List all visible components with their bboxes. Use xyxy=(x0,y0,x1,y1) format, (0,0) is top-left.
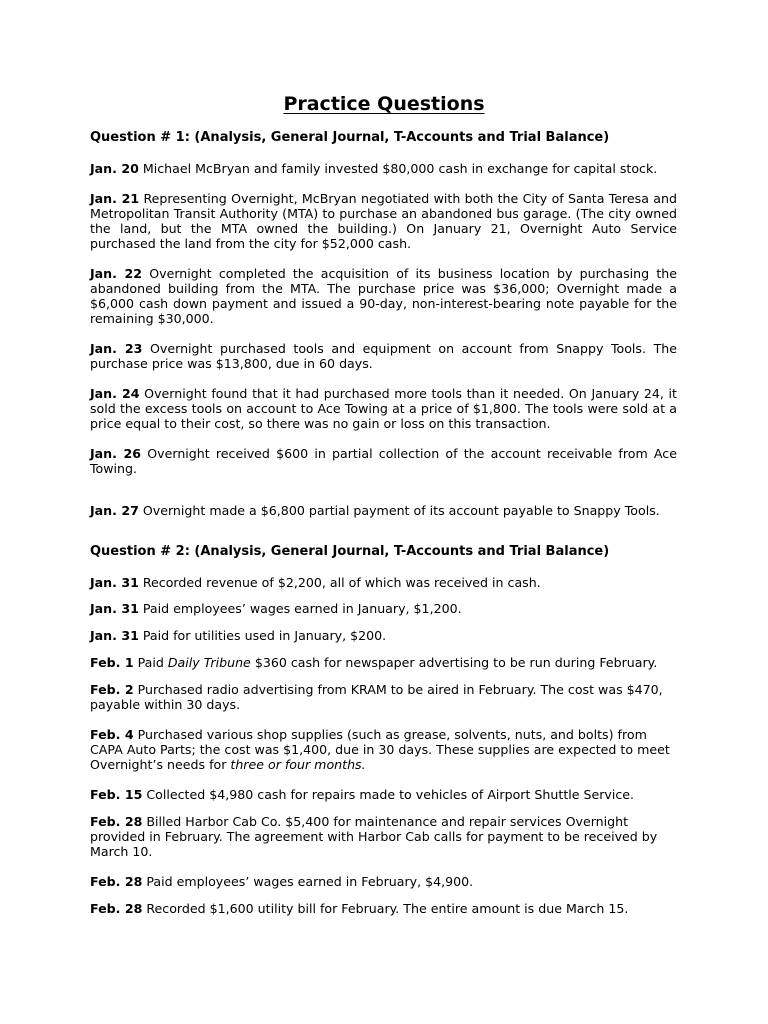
q2-entry-feb15 xyxy=(90,787,677,802)
entry-date: Jan. 31 xyxy=(90,575,139,590)
entry-date: Feb. 2 xyxy=(90,682,134,697)
entry-text: Recorded revenue of $2,200, all of which was received in cash. xyxy=(138,575,541,590)
entry-text-italic: three or four months. xyxy=(230,757,366,772)
question-2-heading: Question # 2: (Analysis, General Journal, T-Accounts and Trial Balance) xyxy=(90,544,610,559)
entry-date: Feb. 28 xyxy=(90,901,143,916)
entry-date: Jan. 21 xyxy=(90,191,140,206)
entry-date: Feb. 28 xyxy=(90,874,143,889)
entry-text: Representing Overnight, McBryan negotiated with both the City of Santa Teresa and Metropolitan Transit Authority (MTA) to purchase an abandoned bus garage. (The city owned the land, but the MTA owned the building.) On January 21, Overnight Auto Service purchased the land from the city for $52,000 cash. xyxy=(90,191,677,251)
entry-date: Feb. 1 xyxy=(90,655,134,670)
entry-text-italic: Daily Tribune xyxy=(167,655,251,670)
q2-entry-jan31-wages xyxy=(90,601,677,616)
question-1-heading: Question # 1: (Analysis, General Journal, T-Accounts and Trial Balance) xyxy=(90,130,610,145)
q2-entry-feb4 xyxy=(90,727,677,772)
q2-entry-feb2 xyxy=(90,682,677,712)
entry-text: Paid employees’ wages earned in February, $4,900. xyxy=(142,874,474,889)
q2-entry-jan31-utilities xyxy=(90,628,677,643)
entry-date: Jan. 31 xyxy=(90,601,139,616)
q1-entry-jan22 xyxy=(90,266,677,326)
entry-date: Jan. 26 xyxy=(90,446,142,461)
entry-text: Overnight completed the acquisition of its business location by purchasing the abandoned building from the MTA. The purchase price was $36,000; Overnight made a $6,000 cash down payment and issued a 90-day, non-interest-bearing note payable for the remaining $30,000. xyxy=(90,266,677,326)
entry-text-after: $360 cash for newspaper advertising to be run during February. xyxy=(250,655,658,670)
q2-entry-feb28-billed xyxy=(90,814,677,859)
page-title: Practice Questions xyxy=(283,93,485,115)
q1-entry-jan27 xyxy=(90,503,677,518)
q1-entry-jan24 xyxy=(90,386,677,431)
q1-entry-jan20 xyxy=(90,161,677,176)
entry-text: Paid for utilities used in January, $200. xyxy=(138,628,387,643)
entry-date: Feb. 15 xyxy=(90,787,143,802)
entry-date: Jan. 27 xyxy=(90,503,139,518)
q2-entry-feb28-wages xyxy=(90,874,677,889)
entry-text: Paid employees’ wages earned in January, $1,200. xyxy=(138,601,462,616)
entry-text: Overnight purchased tools and equipment on account from Snappy Tools. The purchase price was $13,800, due in 60 days. xyxy=(90,341,677,371)
entry-date: Feb. 28 xyxy=(90,814,143,829)
entry-text-before: Purchased various shop supplies (such as grease, solvents, nuts, and bolts) from CAPA Auto Parts; the cost was $1,400, due in 30 days. These supplies are expected to meet Overnight’s needs for xyxy=(90,727,670,772)
entry-text: Michael McBryan and family invested $80,000 cash in exchange for capital stock. xyxy=(138,161,658,176)
q2-entry-feb28-utility xyxy=(90,901,677,916)
entry-text-before: Paid xyxy=(133,655,168,670)
entry-text: Collected $4,980 cash for repairs made to vehicles of Airport Shuttle Service. xyxy=(142,787,635,802)
entry-date: Jan. 23 xyxy=(90,341,143,356)
entry-text: Billed Harbor Cab Co. $5,400 for maintenance and repair services Overnight provided in February. The agreement with Harbor Cab calls for payment to be received by March 10. xyxy=(90,814,658,859)
q1-entry-jan26 xyxy=(90,446,677,476)
entry-date: Jan. 31 xyxy=(90,628,139,643)
entry-text: Purchased radio advertising from KRAM to be aired in February. The cost was $470, payable within 30 days. xyxy=(90,682,663,712)
q2-entry-feb1 xyxy=(90,655,677,670)
entry-date: Jan. 22 xyxy=(90,266,143,281)
entry-text: Overnight made a $6,800 partial payment of its account payable to Snappy Tools. xyxy=(138,503,660,518)
entry-text: Recorded $1,600 utility bill for February. The entire amount is due March 15. xyxy=(142,901,629,916)
entry-date: Feb. 4 xyxy=(90,727,134,742)
q1-entry-jan21 xyxy=(90,191,677,251)
entry-text: Overnight found that it had purchased more tools than it needed. On January 24, it sold the excess tools on account to Ace Towing at a price of $1,800. The tools were sold at a price equal to their cost, so there was no gain or loss on this transaction. xyxy=(90,386,677,431)
q1-entry-jan23 xyxy=(90,341,677,371)
entry-text: Overnight received $600 in partial collection of the account receivable from Ace Towing. xyxy=(90,446,677,476)
entry-date: Jan. 24 xyxy=(90,386,140,401)
entry-date: Jan. 20 xyxy=(90,161,139,176)
q2-entry-jan31-revenue xyxy=(90,575,677,590)
